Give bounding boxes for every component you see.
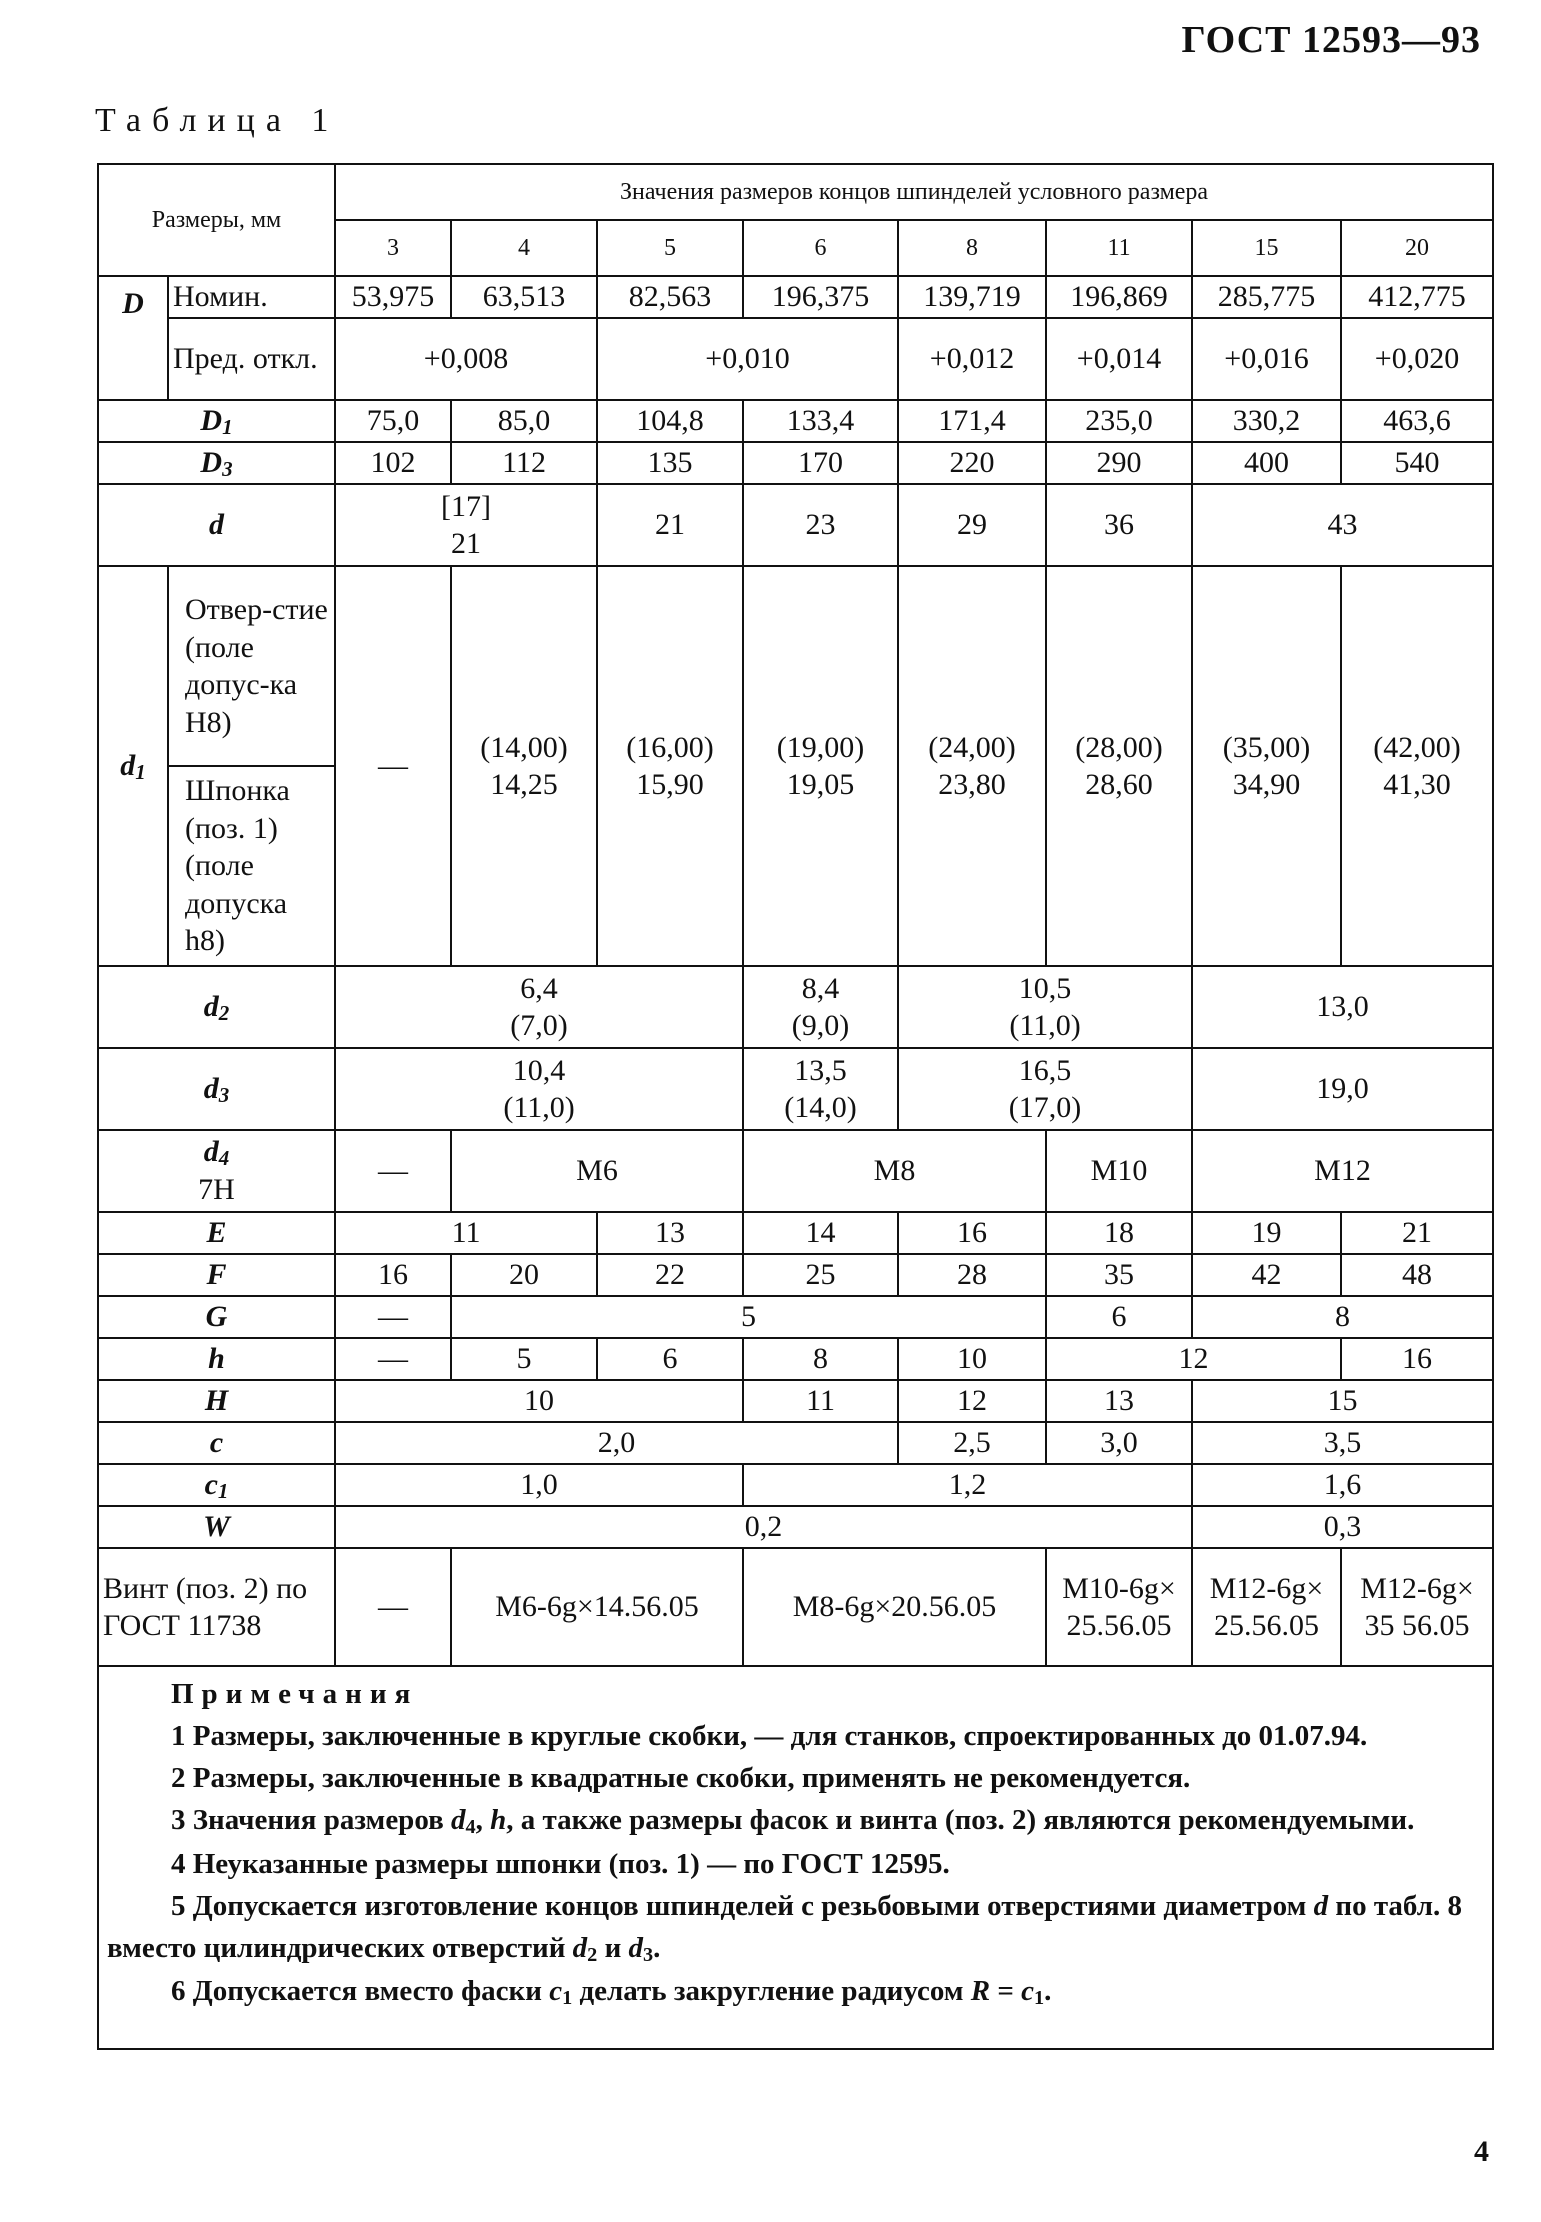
- table-cell: 19,0: [1192, 1048, 1493, 1130]
- notes-row: [98, 1666, 1493, 2049]
- table-cell: 63,513: [451, 276, 597, 318]
- table-cell: 22: [597, 1254, 743, 1296]
- table-cell: 135: [597, 442, 743, 484]
- table-cell: 36: [1046, 484, 1192, 566]
- hole-label: Отвер-стие (поле допус-ка H8): [168, 566, 335, 766]
- table-cell: 21: [597, 484, 743, 566]
- table-cell: 330,2: [1192, 400, 1341, 442]
- table-row: [98, 276, 1493, 318]
- row-label-d1: d1: [98, 566, 168, 966]
- table-cell: 6: [597, 1338, 743, 1380]
- table-cell: 133,4: [743, 400, 898, 442]
- table-cell: 85,0: [451, 400, 597, 442]
- table-cell: 400: [1192, 442, 1341, 484]
- table-cell: 12: [898, 1380, 1046, 1422]
- table-cell: 10,5 (11,0): [898, 966, 1192, 1048]
- table-row: [98, 1296, 1493, 1338]
- table-cell: 1,2: [743, 1464, 1192, 1506]
- note-2: 2 Размеры, заключенные в квадратные скобки, применять не рекомендуется.: [171, 1762, 1191, 1795]
- table-cell: 285,775: [1192, 276, 1341, 318]
- table-cell: (24,00) 23,80: [898, 566, 1046, 966]
- table-cell: 48: [1341, 1254, 1493, 1296]
- row-label-h: h: [98, 1338, 335, 1380]
- table-row: [98, 442, 1493, 484]
- table-cell: —: [335, 1296, 451, 1338]
- table-cell: 540: [1341, 442, 1493, 484]
- table-cell: 16: [1341, 1338, 1493, 1380]
- table-cell: 3,0: [1046, 1422, 1192, 1464]
- table-row: [98, 1548, 1493, 1666]
- row-label-G: G: [98, 1296, 335, 1338]
- deviation-label: Пред. откл.: [168, 318, 335, 400]
- table-cell: 53,975: [335, 276, 451, 318]
- table-cell: M8: [743, 1130, 1046, 1212]
- table-cell: 8,4 (9,0): [743, 966, 898, 1048]
- table-cell: M12-6g× 25.56.05: [1192, 1548, 1341, 1666]
- table-cell: 11: [743, 1380, 898, 1422]
- table-cell: 2,0: [335, 1422, 898, 1464]
- table-cell: 16: [335, 1254, 451, 1296]
- row-label-D1: D1: [98, 400, 335, 442]
- table-caption: Таблица 1: [95, 102, 340, 139]
- table-cell: +0,020: [1341, 318, 1493, 400]
- table-cell: 19: [1192, 1212, 1341, 1254]
- table-cell: 5: [451, 1338, 597, 1380]
- key-label: Шпонка (поз. 1) (поле допуска h8): [168, 766, 335, 966]
- table-cell: 102: [335, 442, 451, 484]
- row-label-D: D: [98, 276, 168, 400]
- dimensions-table: [97, 163, 1494, 2050]
- table-row: [98, 318, 1493, 400]
- table-row: [98, 1380, 1493, 1422]
- table-cell: +0,014: [1046, 318, 1192, 400]
- table-cell: 1,0: [335, 1464, 743, 1506]
- table-cell: —: [335, 1548, 451, 1666]
- table-cell: (35,00) 34,90: [1192, 566, 1341, 966]
- col-header: 20: [1341, 220, 1493, 276]
- row-label-c1: c1: [98, 1464, 335, 1506]
- table-cell: —: [335, 566, 451, 966]
- table-row: [98, 566, 1493, 766]
- table-cell: 75,0: [335, 400, 451, 442]
- table-cell: +0,008: [335, 318, 597, 400]
- page-number: 4: [1474, 2135, 1489, 2168]
- table-cell: 1,6: [1192, 1464, 1493, 1506]
- table-cell: —: [335, 1130, 451, 1212]
- table-cell: 412,775: [1341, 276, 1493, 318]
- note-3: 3 Значения размеров d4, h, а также размеры фасок и винта (поз. 2) являются рекомендуемыми.: [171, 1804, 1415, 1839]
- table-cell: M6: [451, 1130, 743, 1212]
- table-cell: 0,2: [335, 1506, 1192, 1548]
- table-cell: 171,4: [898, 400, 1046, 442]
- table-cell: 0,3: [1192, 1506, 1493, 1548]
- row-label-E: E: [98, 1212, 335, 1254]
- table-cell: 35: [1046, 1254, 1192, 1296]
- table-cell: +0,010: [597, 318, 898, 400]
- col-header: 11: [1046, 220, 1192, 276]
- table-cell: 3,5: [1192, 1422, 1493, 1464]
- table-row: [98, 1212, 1493, 1254]
- note-4: 4 Неуказанные размеры шпонки (поз. 1) — по ГОСТ 12595.: [171, 1847, 950, 1880]
- table-cell: 6,4 (7,0): [335, 966, 743, 1048]
- table-cell: 82,563: [597, 276, 743, 318]
- note-1: 1 Размеры, заключенные в круглые скобки, — для станков, спроектированных до 01.07.94.: [171, 1720, 1368, 1753]
- table-cell: M12: [1192, 1130, 1493, 1212]
- table-cell: M12-6g× 35 56.05: [1341, 1548, 1493, 1666]
- table-cell: 28: [898, 1254, 1046, 1296]
- table-cell: 42: [1192, 1254, 1341, 1296]
- table-cell: M8-6g×20.56.05: [743, 1548, 1046, 1666]
- standard-number: ГОСТ 12593—93: [1181, 19, 1481, 61]
- table-cell: 13,5 (14,0): [743, 1048, 898, 1130]
- notes: [98, 1666, 1493, 2049]
- table-cell: 12: [1046, 1338, 1341, 1380]
- table-row: [98, 1422, 1493, 1464]
- table-row: [98, 1254, 1493, 1296]
- table-row: [98, 1338, 1493, 1380]
- table-cell: 11: [335, 1212, 597, 1254]
- table-row: [98, 1464, 1493, 1506]
- table-row: [98, 966, 1493, 1048]
- table-cell: 8: [1192, 1296, 1493, 1338]
- table-cell: +0,012: [898, 318, 1046, 400]
- table-cell: —: [335, 1338, 451, 1380]
- table-cell: 6: [1046, 1296, 1192, 1338]
- table-cell: 5: [451, 1296, 1046, 1338]
- table-cell: M10: [1046, 1130, 1192, 1212]
- table-cell: 29: [898, 484, 1046, 566]
- values-header: Значения размеров концов шпинделей условного размера: [335, 164, 1493, 220]
- table-cell: 463,6: [1341, 400, 1493, 442]
- table-cell: 170: [743, 442, 898, 484]
- table-cell: 16: [898, 1212, 1046, 1254]
- table-cell: 220: [898, 442, 1046, 484]
- note-6: 6 Допускается вместо фаски c1 делать закругление радиусом R = c1.: [171, 1975, 1052, 2010]
- table-cell: (42,00) 41,30: [1341, 566, 1493, 966]
- table-cell: 16,5 (17,0): [898, 1048, 1192, 1130]
- table-cell: 14: [743, 1212, 898, 1254]
- col-header: 3: [335, 220, 451, 276]
- col-header: 8: [898, 220, 1046, 276]
- note-5: 5 Допускается изготовление концов шпинделей с резьбовыми отверстиями диаметром d по табл. 8 вместо цилиндрических отверстий d2 и d3.: [107, 1889, 1462, 1966]
- table-row: [98, 400, 1493, 442]
- row-label-W: W: [98, 1506, 335, 1548]
- table-cell: 10: [898, 1338, 1046, 1380]
- table-cell: (19,00) 19,05: [743, 566, 898, 966]
- row-label-d3: d3: [98, 1048, 335, 1130]
- table-cell: 290: [1046, 442, 1192, 484]
- table-cell: 112: [451, 442, 597, 484]
- row-label-F: F: [98, 1254, 335, 1296]
- table-row: [98, 1506, 1493, 1548]
- row-label-H: H: [98, 1380, 335, 1422]
- table-cell: 235,0: [1046, 400, 1192, 442]
- table-cell: (28,00) 28,60: [1046, 566, 1192, 966]
- table-cell: 196,375: [743, 276, 898, 318]
- table-cell: 10,4 (11,0): [335, 1048, 743, 1130]
- table-row: [98, 1130, 1493, 1212]
- table-cell: 18: [1046, 1212, 1192, 1254]
- col-header: 6: [743, 220, 898, 276]
- row-label-D3: D3: [98, 442, 335, 484]
- table-cell: [17] 21: [335, 484, 597, 566]
- table-cell: 10: [335, 1380, 743, 1422]
- table-cell: M6-6g×14.56.05: [451, 1548, 743, 1666]
- table-cell: 104,8: [597, 400, 743, 442]
- notes-title: Примечания: [171, 1678, 419, 1710]
- col-header: 5: [597, 220, 743, 276]
- row-label-d2: d2: [98, 966, 335, 1048]
- table-cell: 2,5: [898, 1422, 1046, 1464]
- table-cell: 139,719: [898, 276, 1046, 318]
- table-cell: 23: [743, 484, 898, 566]
- row-label-d: d: [98, 484, 335, 566]
- table-cell: 21: [1341, 1212, 1493, 1254]
- row-label-screw: Винт (поз. 2) по ГОСТ 11738: [98, 1548, 335, 1666]
- table-cell: 8: [743, 1338, 898, 1380]
- table-cell: (16,00) 15,90: [597, 566, 743, 966]
- nominal-label: Номин.: [168, 276, 335, 318]
- col-header: 15: [1192, 220, 1341, 276]
- col-header: 4: [451, 220, 597, 276]
- table-cell: 13: [1046, 1380, 1192, 1422]
- table-cell: 43: [1192, 484, 1493, 566]
- table-row: [98, 1048, 1493, 1130]
- table-cell: 13,0: [1192, 966, 1493, 1048]
- sizes-header: Размеры, мм: [98, 164, 335, 276]
- table-cell: 25: [743, 1254, 898, 1296]
- table-cell: 15: [1192, 1380, 1493, 1422]
- table-cell: 13: [597, 1212, 743, 1254]
- table-row: [98, 484, 1493, 566]
- table-cell: +0,016: [1192, 318, 1341, 400]
- row-label-d4: d4 7H: [98, 1130, 335, 1212]
- table-cell: 20: [451, 1254, 597, 1296]
- row-label-c: c: [98, 1422, 335, 1464]
- table-cell: 196,869: [1046, 276, 1192, 318]
- table-cell: (14,00) 14,25: [451, 566, 597, 966]
- table-cell: M10-6g× 25.56.05: [1046, 1548, 1192, 1666]
